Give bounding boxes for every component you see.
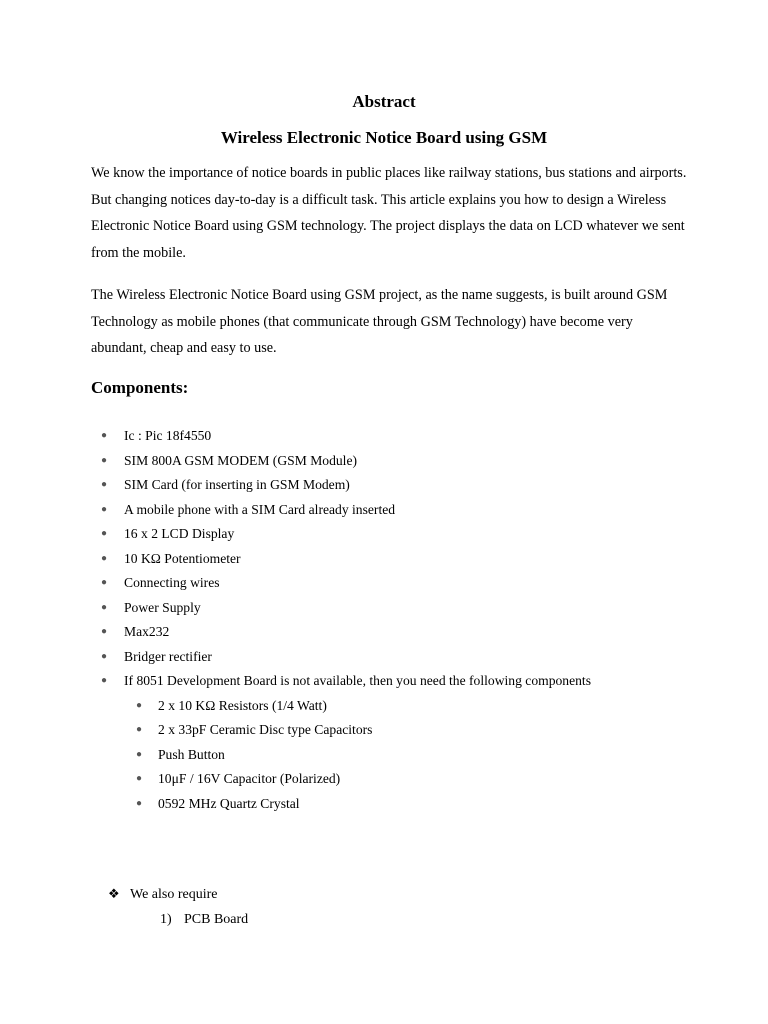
bullet-icon: ● bbox=[101, 454, 108, 466]
sub-list-item-text: 10μF / 16V Capacitor (Polarized) bbox=[158, 771, 341, 786]
list-item bbox=[0, 522, 768, 547]
list-item-text: Max232 bbox=[124, 624, 170, 639]
sub-list-item-text: Push Button bbox=[158, 746, 225, 762]
list-item-text: 16 x 2 LCD Display bbox=[124, 526, 235, 541]
document-subtitle: Wireless Electronic Notice Board using GSM bbox=[220, 128, 548, 147]
numbered-item bbox=[160, 908, 248, 932]
list-item bbox=[0, 596, 768, 621]
bullet-icon: ● bbox=[101, 626, 108, 637]
list-item bbox=[0, 547, 768, 572]
sub-list-item bbox=[0, 694, 768, 719]
components-heading: Components: bbox=[91, 378, 189, 397]
list-item-text: Bridger rectifier bbox=[124, 648, 212, 664]
components-list bbox=[0, 424, 768, 816]
numbered-item-number: 1) bbox=[160, 912, 172, 927]
bullet-icon: ● bbox=[101, 601, 108, 613]
bullet-icon: ● bbox=[101, 479, 108, 490]
list-item bbox=[0, 620, 768, 645]
list-item bbox=[0, 473, 768, 498]
list-item-text: If 8051 Development Board is not available, then you need the following components bbox=[124, 673, 591, 688]
bullet-icon: ● bbox=[136, 699, 143, 711]
also-require-label: We also require bbox=[130, 887, 218, 902]
list-item bbox=[0, 645, 768, 670]
bullet-icon: ● bbox=[101, 675, 108, 686]
list-item bbox=[0, 424, 768, 449]
bullet-icon: ● bbox=[136, 797, 143, 809]
sub-list-item-text: 2 x 10 KΩ Resistors (1/4 Watt) bbox=[158, 697, 327, 713]
bullet-icon: ● bbox=[101, 430, 108, 441]
bullet-icon: ● bbox=[136, 724, 143, 735]
bullet-icon: ● bbox=[101, 577, 108, 588]
list-item-text: A mobile phone with a SIM Card already inserted bbox=[124, 501, 396, 517]
sub-list-item bbox=[0, 767, 768, 792]
diamond-bullet-icon: ❖ bbox=[108, 886, 120, 901]
sub-list-item-text: 2 x 33pF Ceramic Disc type Capacitors bbox=[158, 722, 373, 737]
intro-paragraph: We know the importance of notice boards in public places like railway stations, bus stations and airports. But changing notices day-to-day is a difficult task. This article explains you how to design a Wireless Electronic Notice Board using GSM technology. The project displays the data on LCD whatever we sent from the mobile. bbox=[91, 165, 687, 261]
document-title: Abstract bbox=[352, 92, 416, 111]
list-item-text: Connecting wires bbox=[124, 575, 220, 590]
list-item-text: Ic : Pic 18f4550 bbox=[124, 428, 212, 443]
also-require-item bbox=[108, 882, 218, 907]
bullet-icon: ● bbox=[101, 552, 108, 564]
list-item bbox=[0, 571, 768, 596]
sub-list-item bbox=[0, 718, 768, 743]
list-item-text: Power Supply bbox=[124, 599, 201, 615]
list-item bbox=[0, 669, 768, 694]
sub-list-item bbox=[0, 792, 768, 817]
list-item-text: SIM Card (for inserting in GSM Modem) bbox=[124, 477, 350, 492]
sub-list-item-text: 0592 MHz Quartz Crystal bbox=[158, 795, 300, 811]
list-item bbox=[0, 449, 768, 474]
list-item bbox=[0, 498, 768, 523]
bullet-icon: ● bbox=[136, 773, 143, 784]
sub-list-item bbox=[0, 743, 768, 768]
bullet-icon: ● bbox=[136, 748, 143, 760]
description-paragraph: The Wireless Electronic Notice Board using GSM project, as the name suggests, is built around GSM Technology as mobile phones (that communicate through GSM Technology) have become very abundant, cheap and easy to use. bbox=[91, 287, 668, 356]
bullet-icon: ● bbox=[101, 503, 108, 515]
bullet-icon: ● bbox=[101, 528, 108, 539]
list-item-text: SIM 800A GSM MODEM (GSM Module) bbox=[124, 452, 358, 468]
numbered-item-text: PCB Board bbox=[184, 912, 249, 927]
list-item-text: 10 KΩ Potentiometer bbox=[124, 550, 241, 566]
bullet-icon: ● bbox=[101, 650, 108, 662]
